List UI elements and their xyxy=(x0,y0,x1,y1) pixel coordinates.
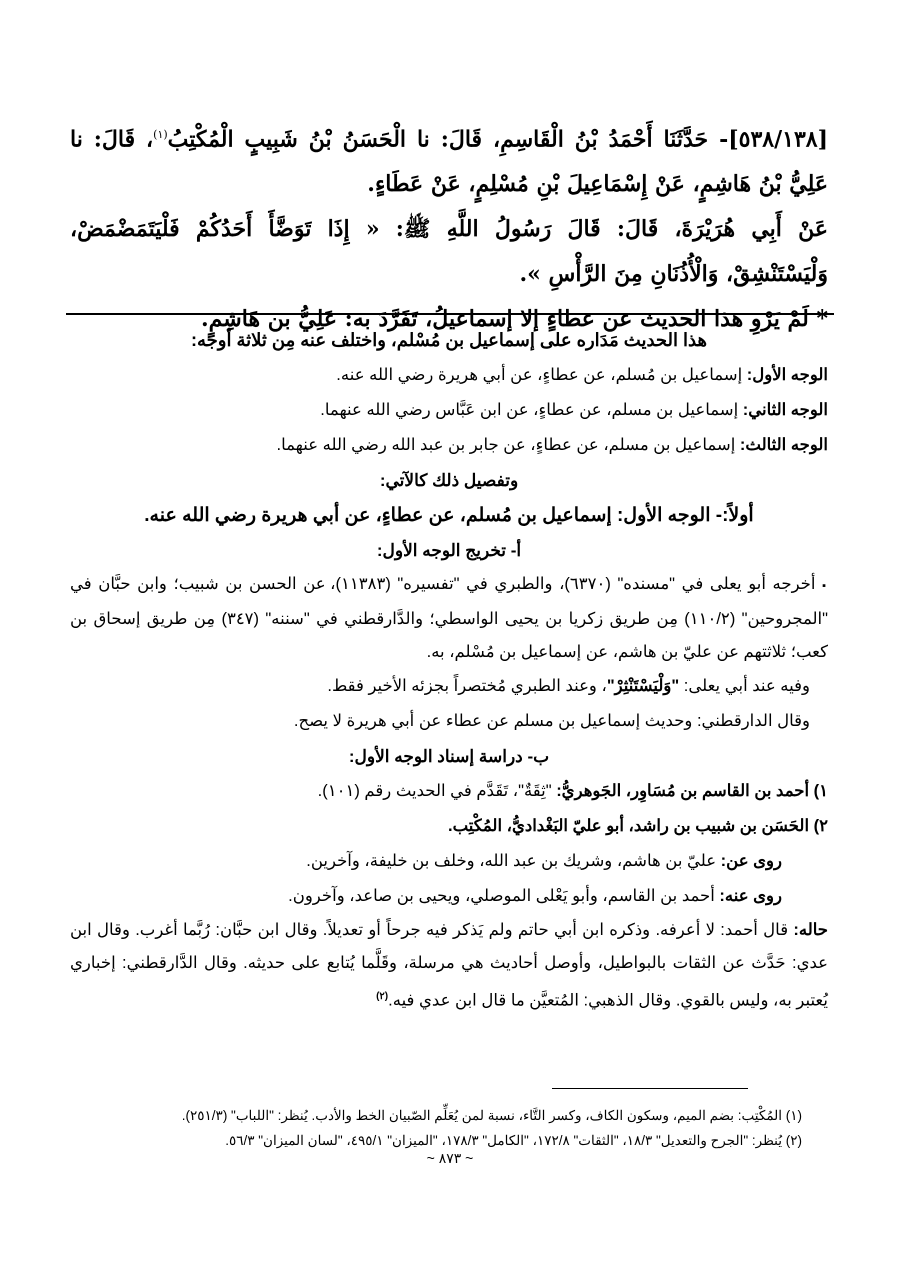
wajh-3-label: الوجه الثالث: xyxy=(739,436,828,454)
takhrij-paragraph xyxy=(70,568,828,669)
abu-yala-note xyxy=(70,669,828,704)
tafsil-heading: وتفصيل ذلك كالآتي: xyxy=(379,471,519,490)
wajh-1-label: الوجه الأول: xyxy=(746,366,828,384)
hadith-block xyxy=(70,112,828,342)
takhrij-text: أخرجه أبو يعلى في "مسنده" (٦٣٧٠)، والطبري في "تفسيره" (١١٣٨٣)، عن الحسن بن شبيب؛ وابن حبَّان في "المجروحين" (١١٠/٢) مِن طريق زكريا بن يحيى الواسطي؛ والدَّارقطني في "سننه" (٣٤٧) مِن طريق إسحاق بن كعب؛ ثلاثتهم عن عليّ بن هاشم، عن إسماعيل بن مُسْلم، به. xyxy=(70,575,828,661)
abu-yala-pre: وفيه عند أبي يعلى: xyxy=(679,677,810,695)
hadith-isnad-part2: ، قَالَ: نا عَلِيُّ بْنُ هَاشِمٍ، عَنْ إِسْمَاعِيلَ بْنِ مُسْلِمٍ، عَنْ عَطَاءٍ. xyxy=(70,126,828,198)
footnote-2: (٢) يُنظر: "الجرح والتعديل" ١٨/٣، "الثقات" ١٧٢/٨، "الكامل" ١٧٨/٣، "الميزان" ٤٩٥/١، "لسان الميزان" ٥٦/٣. xyxy=(225,1133,802,1148)
analysis-body xyxy=(70,323,828,1018)
hadith-isnad xyxy=(70,112,828,207)
footnote-1: (١) المُكْتِب: بضم الميم، وسكون الكاف، وكسر التَّاء، نسبة لمن يُعَلِّم الصّبيان الخط والأدب. يُنظر: "اللباب" (٢٥١/٣). xyxy=(181,1108,802,1123)
narrator-1 xyxy=(70,774,828,809)
hadith-comment: * لَمْ يَرْوِ هذا الحديث عن عطاءٍ إلا إسماعيلُ، تَفَرَّدَ به: عَلِيُّ بن هَاشِمٍ. xyxy=(201,306,828,333)
footnote-divider xyxy=(552,1088,748,1089)
bullet-icon: ▪ xyxy=(822,580,828,592)
daraqutni-note: وقال الدارقطني: وحديث إسماعيل بن مسلم عن عطاء عن أبي هريرة لا يصح. xyxy=(293,712,810,730)
hadith-matn: عَنْ أَبِي هُرَيْرَةَ، قَالَ: قَالَ رَسُولُ اللَّهِ ﷺ: « إِذَا تَوَضَّأَ أَحَدُكُمْ فَلْيَتَمَضْمَضْ، وَلْيَسْتَنْشِقْ، وَالْأُذُنَانِ مِنَ الرَّأْسِ ». xyxy=(70,216,828,288)
page-number: ~ ٨٧٣ ~ xyxy=(426,1150,474,1166)
narrator-2-name: ٢) الحَسَن بن شبيب بن راشد، أبو عليّ البَغْداديُّ، المُكْتِب. xyxy=(448,817,828,835)
hal-label: حاله: xyxy=(793,921,828,939)
wajh-3 xyxy=(70,428,828,463)
wajh-2 xyxy=(70,393,828,428)
rawa-anhu xyxy=(70,879,828,914)
wajh-2-label: الوجه الثاني: xyxy=(742,401,828,419)
wajh-2-text: إسماعيل بن مسلم، عن عطاءٍ، عن ابن عَبَّاس رضي الله عنهما. xyxy=(320,401,743,419)
rawa-anhu-text: أحمد بن القاسم، وأبو يَعْلى الموصلي، ويحيى بن صاعد، وآخرون. xyxy=(288,887,720,905)
wajh-3-text: إسماعيل بن مسلم، عن عطاءٍ، عن جابر بن عبد الله رضي الله عنهما. xyxy=(276,436,740,454)
footnotes xyxy=(90,1103,802,1153)
rawa-an-text: عليّ بن هاشم، وشريك بن عبد الله، وخلف بن خليفة، وآخرين. xyxy=(306,852,721,870)
hal-paragraph xyxy=(70,914,828,1018)
rawa-anhu-label: روى عنه: xyxy=(719,887,782,905)
abu-yala-word: "وَلْيَسْتَنْثِرْ" xyxy=(606,677,680,695)
narrator-1-name: ١) أحمد بن القاسم بن مُسَاوِر، الجَوهريُّ: xyxy=(556,782,828,800)
rawa-an-label: روى عن: xyxy=(720,852,782,870)
wajh-1 xyxy=(70,358,828,393)
section-title: أولاً:- الوجه الأول: إسماعيل بن مُسلم، عن عطاءٍ، عن أبي هريرة رضي الله عنه. xyxy=(144,505,754,526)
analysis-heading: هذا الحديث مَدَاره على إسماعيل بن مُسْلم، واختلف عنه مِن ثلاثة أوجه: xyxy=(191,330,707,350)
footnote-ref-2[interactable]: (٢) xyxy=(376,991,389,1002)
section-divider xyxy=(66,313,834,315)
rawa-an xyxy=(70,844,828,879)
wajh-1-text: إسماعيل بن مُسلم، عن عطاءٍ، عن أبي هريرة رضي الله عنه. xyxy=(336,366,747,384)
abu-yala-post: ، وعند الطبري مُختصراً بجزئه الأخير فقط. xyxy=(327,677,607,695)
footnote-ref-1[interactable]: (١) xyxy=(153,128,168,141)
hadith-isnad-part1: [٥٣٨/١٣٨]- حَدَّثَنَا أَحْمَدُ بْنُ الْقَاسِمِ، قَالَ: نا الْحَسَنُ بْنُ شَبِيبٍ الْمُكْتِبُ xyxy=(167,126,828,153)
narrator-1-text: "ثِقَةٌ"، تَقَدَّم في الحديث رقم (١٠١). xyxy=(317,782,557,800)
subheading-takhrij: أ- تخريج الوجه الأول: xyxy=(376,541,522,560)
subheading-dirasa: ب- دراسة إسناد الوجه الأول: xyxy=(348,747,550,766)
hal-text: قال أحمد: لا أعرفه. وذكره ابن أبي حاتم ولم يَذكر فيه جرحاً أو تعديلاً. وقال ابن حبَّان: رُبَّما أغرب. وقال ابن عدي: حَدَّث عن الثقات بالبواطيل، وأوصل أحاديث هي مرسلة، وقَلَّما يُتابع على حديثه. وقال الدَّارقطني: إخباري يُعتبر به، وليس بالقوي. وقال الذهبي: المُتعيَّن ما قال ابن عدي فيه. xyxy=(70,921,828,1010)
